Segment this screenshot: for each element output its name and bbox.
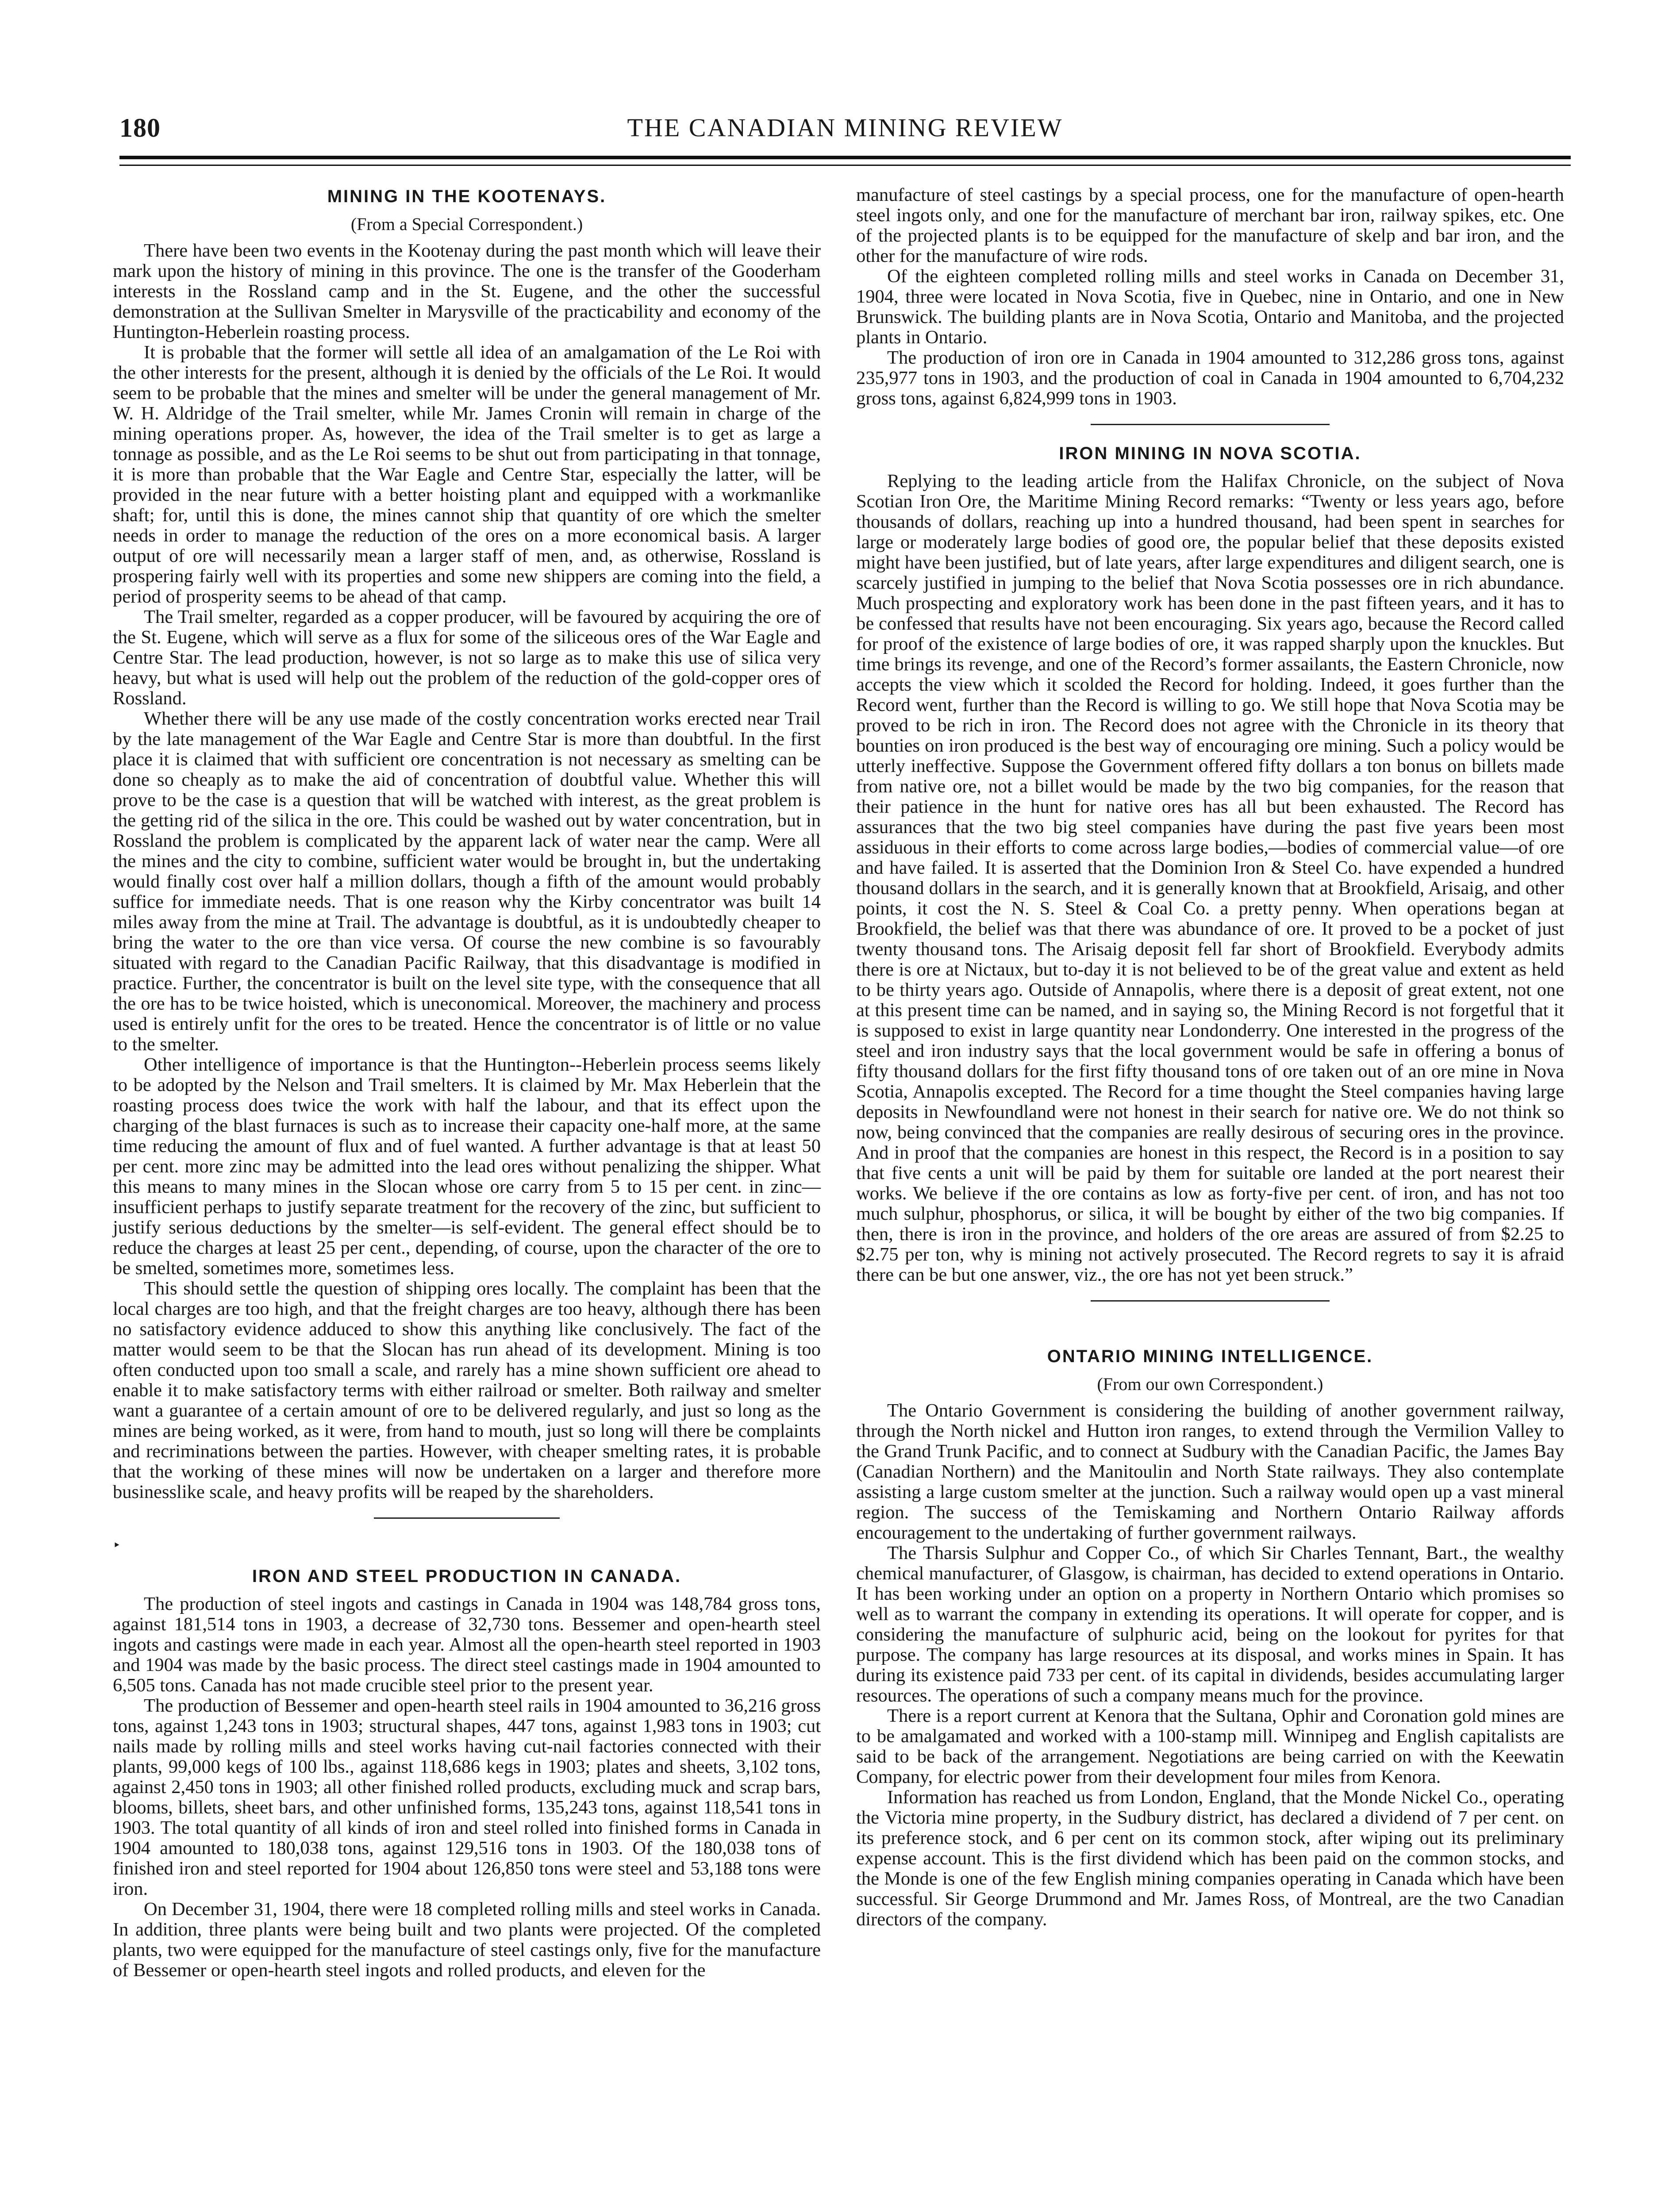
paragraph: Other intelligence of importance is that the Huntington--Heberlein process seems likely to be adopted by the Nelson and Trail smelters. It is claimed by Mr. Max Heberlein that the roasting process does twice the work with half the labour, and that its effect upon the charging of the blast furnaces is such as to increase their capacity one-half more, at the same time reducing the amount of flux and of fuel wanted. A further advantage is that at least 50 per cent. more zinc may be admitted into the lead ores without penalizing the shipper. What this means to many mines in the Slocan whose ore carry from 5 to 15 per cent. in zinc—insufficient perhaps to justify separate treatment for the recovery of the zinc, but sufficient to justify serious deductions by the smelter—is self-evident. The general effect should be to reduce the charges at least 25 per cent., depending, of course, upon the character of the ore to be smelted, sometimes more, sometimes less. xyxy=(113,1054,821,1279)
article-byline: (From a Special Correspondent.) xyxy=(350,214,583,234)
article-title: MINING IN THE KOOTENAYS. xyxy=(327,187,607,206)
paragraph: Whether there will be any use made of the costly concentration works erected near Trail by the late management of the War Eagle and Centre Star is more than doubtful. In the first place it is claimed that with sufficient ore concentration is not necessary as smelting can be done so cheaply as to make the aid of concentration of doubtful value. Whether this will prove to be the case is a question that will be watched with interest, as the great problem is the getting rid of the silica in the ore. This could be washed out by water concentration, but in Rossland the problem is complicated by the apparent lack of water near the camp. Were all the mines and the city to combine, sufficient water would be brought in, but the undertaking would finally cost over half a million dollars, though a fifth of the amount would probably suffice for immediate needs. That is one reason why the Kirby concentrator was built 14 miles away from the mine at Trail. The advantage is doubtful, as it is undoubtedly cheaper to bring the water to the ore than vice versa. Of course the new combine is so favourably situated with regard to the Canadian Pacific Railway, that this disadvantage is modified in practice. Further, the concentrator is built on the level site type, with the consequence that all the ore has to be twice hoisted, which is uneconomical. Moreover, the machinery and process used is entirely unfit for the ores to be treated. Hence the concentrator is of little or no value to the smelter. xyxy=(113,708,821,1055)
paragraph: The production of iron ore in Canada in 1904 amounted to 312,286 gross tons, against 235,977 tons in 1903, and the production of coal in Canada in 1904 amounted to 6,704,232 gross tons, against 6,824,999 tons in 1903. xyxy=(856,347,1564,409)
article-title: IRON MINING IN NOVA SCOTIA. xyxy=(1059,444,1361,463)
page-number: 180 xyxy=(119,113,161,142)
paragraph: The production of steel ingots and castings in Canada in 1904 was 148,784 gross tons, against 181,514 tons in 1903, a decrease of 32,730 tons. Bessemer and open-hearth steel ingots and castings were made in each year. Almost all the open-hearth steel reported in 1903 and 1904 was made by the basic process. The direct steel castings made in 1904 amounted to 6,505 tons. Canada has not made crucible steel prior to the present year. xyxy=(113,1594,821,1696)
paragraph-continued: manufacture of steel castings by a special process, one for the manufacture of open-hearth steel ingots only, and one for the manufacture of merchant bar iron, railway spikes, etc. One of the projected plants is to be equipped for the manufacture of skelp and bar iron, and the other for the manufacture of wire rods. xyxy=(856,184,1564,266)
article-iron-steel-continued xyxy=(856,185,1564,409)
article-iron-steel-production xyxy=(113,1565,821,1981)
paragraph: The Tharsis Sulphur and Copper Co., of which Sir Charles Tennant, Bart., the wealthy chemical manufacturer, of Glasgow, is chairman, has decided to extend operations in Ontario. It has been working under an option on a property in Northern Ontario which promises so well as to warrant the company in extending its operations. It will operate for copper, and is considering the manufacture of sulphuric acid, being on the lookout for pyrites for that purpose. The company has large resources at its disposal, and works mines in Spain. It has during its existence paid 733 per cent. of its capital in dividends, besides accumulating larger resources. The operations of such a company means much for the province. xyxy=(856,1543,1564,1706)
article-separator xyxy=(1091,1300,1330,1302)
article-ontario-mining xyxy=(856,1345,1564,1930)
journal-title: THE CANADIAN MINING REVIEW xyxy=(627,113,1063,142)
article-title: ONTARIO MINING INTELLIGENCE. xyxy=(1047,1347,1373,1366)
right-column xyxy=(856,185,1564,1930)
article-separator xyxy=(374,1517,560,1519)
paragraph: It is probable that the former will settle all idea of an amalgamation of the Le Roi with the other interests for the present, although it is denied by the officials of the Le Roi. It would seem to be probable that the mines and smelter will be under the general management of Mr. W. H. Aldridge of the Trail smelter, while Mr. James Cronin will remain in charge of the mining operations proper. As, however, the idea of the Trail smelter is to get as large a tonnage as possible, and as the Le Roi seems to be shut out from participating in that tonnage, it is more than probable that the War Eagle and Centre Star, especially the latter, will be provided in the near future with a better hoisting plant and equipped with a workmanlike shaft; for, until this is done, the mines cannot ship that quantity of ore which the smelter needs in order to manage the reduction of the ores on a more economical basis. A larger output of ore will necessarily mean a larger staff of men, and, as otherwise, Rossland is prospering fairly well with its properties and some new shippers are coming into the field, a period of prosperity seems to be ahead of that camp. xyxy=(113,342,821,607)
paragraph: The Trail smelter, regarded as a copper producer, will be favoured by acquiring the ore of the St. Eugene, which will serve as a flux for some of the siliceous ores of the War Eagle and Centre Star. The lead production, however, is not so large as to make this use of silica very heavy, but what is used will help out the problem of the reduction of the gold-copper ores of Rossland. xyxy=(113,607,821,709)
article-separator xyxy=(1091,424,1330,425)
paragraph: The Ontario Government is considering the building of another government railway, through the North nickel and Hutton iron ranges, to extend through the Vermilion Valley to the Grand Trunk Pacific, and to connect at Sudbury with the Canadian Pacific, the James Bay (Canadian Northern) and the Manitoulin and North State railways. They also contemplate assisting a large custom smelter at the junction. Such a railway would open up a vast mineral region. The success of the Temiskaming and Northern Ontario Railway affords encouragement to the undertaking of further government railways. xyxy=(856,1400,1564,1543)
article-kootenays xyxy=(113,185,821,1502)
header-rule-thick xyxy=(119,156,1571,159)
left-column xyxy=(113,185,821,1981)
header-rule-thin xyxy=(119,165,1571,166)
article-iron-mining-nova-scotia xyxy=(856,442,1564,1285)
paragraph: There have been two events in the Kootenay during the past month which will leave their mark upon the history of mining in this province. The one is the transfer of the Gooderham interests in the Rossland camp and in the St. Eugene, and the other the successful demonstration at the Sullivan Smelter in Marysville of the practicability and economy of the Huntington-Heberlein roasting process. xyxy=(113,240,821,342)
paragraph: On December 31, 1904, there were 18 completed rolling mills and steel works in Canada. In addition, three plants were being built and two plants were projected. Of the completed plants, two were equipped for the manufacture of steel castings only, five for the manufacture of Bessemer or open-hearth steel ingots and rolled products, and eleven for the xyxy=(113,1899,821,1981)
paragraph: There is a report current at Kenora that the Sultana, Ophir and Coronation gold mines are to be amalgamated and worked with a 100-stamp mill. Winnipeg and English capitalists are said to be back of the arrangement. Negotiations are being carried on with the Keewatin Company, for electric power from their development four miles from Kenora. xyxy=(856,1705,1564,1787)
page-header xyxy=(119,113,1571,161)
printer-mark: ‣ xyxy=(113,1538,121,1553)
paragraph: Of the eighteen completed rolling mills and steel works in Canada on December 31, 1904, three were located in Nova Scotia, five in Quebec, nine in Ontario, and one in New Brunswick. The building plants are in Nova Scotia, Ontario and Manitoba, and the projected plants in Ontario. xyxy=(856,266,1564,348)
article-title: IRON AND STEEL PRODUCTION IN CANADA. xyxy=(252,1567,682,1586)
paragraph: Replying to the leading article from the Halifax Chronicle, on the subject of Nova Scotian Iron Ore, the Maritime Mining Record remarks: “Twenty or less years ago, before thousands of dollars, reaching up into a hundred thousand, had been spent in searches for large or moderately large bodies of good ore, the popular belief that these deposits existed might have been justified, but of late years, after large expenditures and diligent search, one is scarcely justified in jumping to the belief that Nova Scotia possesses ore in rich abundance. Much prospecting and exploratory work has been done in the past fifteen years, and it has to be confessed that results have not been encouraging. Six years ago, because the Record called for proof of the existence of large bodies of ore, it was rapped sharply upon the knuckles. But time brings its revenge, and one of the Record’s former assailants, the Eastern Chronicle, now accepts the view which it scolded the Record for holding. Indeed, it goes further than the Record went, further than the Record is willing to go. We still hope that Nova Scotia may be proved to be rich in iron. The Record does not agree with the Chronicle in its theory that bounties on iron produced is the best way of encouraging ore mining. Such a policy would be utterly ineffective. Suppose the Government offered fifty dollars a ton bonus on billets made from native ore, not a billet would be made by the two big companies, for the reason that their patience in the hunt for native ores has all but been exhausted. The Record has assurances that the two big steel companies have during the past five years been most assiduous in their efforts to come across large bodies,—bodies of commercial value—of ore and have failed. It is asserted that the Dominion Iron & Steel Co. have expended a hundred thousand dollars in the search, and it is generally known that at Brookfield, Arisaig, and other points, it cost the N. S. Steel & Coal Co. a pretty penny. When operations began at Brookfield, the belief was that there was abundance of ore. It proved to be a pocket of just twenty thousand tons. The Arisaig deposit fell far short of Brookfield. Everybody admits there is ore at Nictaux, but to-day it is not believed to be of the great value and extent as held to be thirty years ago. Outside of Annapolis, where there is a deposit of great extent, not one at this present time can be named, and in saying so, the Mining Record is not forgetful that it is supposed to exist in large quantity near Londonderry. One interested in the progress of the steel and iron industry says that the local government would be safe in offering a bonus of fifty thousand dollars for the first fifty thousand tons of ore taken out of an ore mine in Nova Scotia, Annapolis excepted. The Record for a time thought the Steel companies having large deposits in Newfoundland were not honest in their search for native ore. We do not think so now, being convinced that the companies are really desirous of securing ores in the province. And in proof that the companies are honest in this respect, the Record is in a position to say that five cents a unit will be paid by them for suitable ore landed at the port nearest their works. We believe if the ore contains as low as forty-five per cent. of iron, and has not too much sulphur, phosphorus, or silica, it will be bought by either of the two big companies. If then, there is iron in the province, and holders of the ore areas are assured of from $2.25 to $2.75 per ton, why is mining not actively prosecuted. The Record regrets to say it is afraid there can be but one answer, viz., the ore has not yet been struck.” xyxy=(856,471,1564,1285)
paragraph: The production of Bessemer and open-hearth steel rails in 1904 amounted to 36,216 gross tons, against 1,243 tons in 1903; structural shapes, 447 tons, against 1,983 tons in 1903; cut nails made by rolling mills and steel works having cut-nail factories connected with their plants, 99,000 kegs of 100 lbs., against 118,686 kegs in 1903; plates and sheets, 3,102 tons, against 2,450 tons in 1903; all other finished rolled products, excluding muck and scrap bars, blooms, billets, sheet bars, and other unfinished forms, 135,243 tons, against 118,541 tons in 1903. The total quantity of all kinds of iron and steel rolled into finished forms in Canada in 1904 amounted to 180,038 tons, against 129,516 tons in 1903. Of the 180,038 tons of finished iron and steel reported for 1904 about 126,850 tons were steel and 53,188 tons were iron. xyxy=(113,1695,821,1899)
paragraph: This should settle the question of shipping ores locally. The complaint has been that the local charges are too high, and that the freight charges are too heavy, although there has been no satisfactory evidence adduced to show this anything like conclusively. The fact of the matter would seem to be that the Slocan has run ahead of its development. Mining is too often conducted upon too small a scale, and rarely has a mine shown sufficient ore ahead to enable it to make satisfactory terms with either railroad or smelter. Both railway and smelter want a guarantee of a certain amount of ore to be delivered regularly, and just so long as the mines are being worked, as it were, from hand to mouth, just so long will there be complaints and recriminations between the parties. However, with cheaper smelting rates, it is probable that the working of these mines will now be undertaken on a larger and therefore more businesslike scale, and heavy profits will be reaped by the shareholders. xyxy=(113,1278,821,1502)
article-byline: (From our own Correspondent.) xyxy=(1097,1374,1323,1394)
paragraph: Information has reached us from London, England, that the Monde Nickel Co., operating the Victoria mine property, in the Sudbury district, has declared a dividend of 7 per cent. on its preference stock, and 6 per cent on its common stock, after wiping out its preliminary expense account. This is the first dividend which has been paid on the common stocks, and the Monde is one of the few English mining companies operating in Canada which have been successful. Sir George Drummond and Mr. James Ross, of Montreal, are the two Canadian directors of the company. xyxy=(856,1787,1564,1930)
